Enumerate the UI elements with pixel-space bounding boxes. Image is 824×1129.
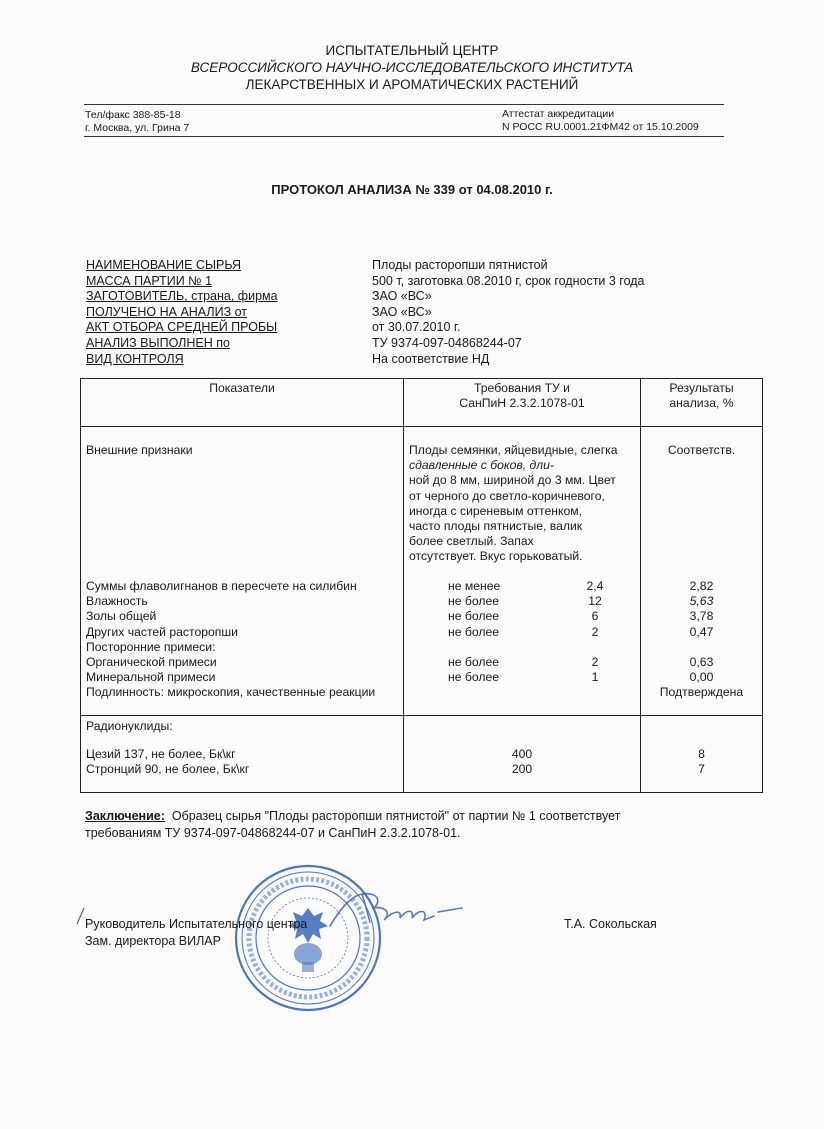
contact-phone: Тел/факс 388-85-18 xyxy=(85,109,181,121)
radionuclide-name: Цезий 137, не более, Бк\кг xyxy=(86,747,236,761)
requirement-limit: 2,4 xyxy=(586,579,604,593)
analysis-result xyxy=(641,640,762,655)
radionuclide-results xyxy=(641,747,762,777)
requirement-limit: 6 xyxy=(591,609,599,624)
handwritten-signature xyxy=(322,886,472,936)
table-border-right xyxy=(762,378,763,793)
col-header-requirements-line1: Требования ТУ и xyxy=(474,381,570,395)
table-border-top xyxy=(80,378,763,379)
analysis-result: 0,00 xyxy=(689,670,714,685)
indicator-name: Минеральной примеси xyxy=(86,670,216,685)
col-header-results-line1: Результаты xyxy=(669,381,734,395)
requirement-condition: не более xyxy=(448,594,500,609)
signatory-position-2: Зам. директора ВИЛАР xyxy=(85,934,221,948)
meta-value: ЗАО «ВС» xyxy=(372,304,432,319)
meta-value: от 30.07.2010 г. xyxy=(372,320,461,335)
description-line: Плоды семянки, яйцевидные, слегка xyxy=(409,443,618,457)
col-header-requirements-line2: СанПиН 2.3.2.1078-01 xyxy=(459,396,585,410)
table-col-divider-1 xyxy=(403,378,404,793)
radionuclide-result: 7 xyxy=(698,762,705,777)
conclusion-label: Заключение: xyxy=(85,809,165,823)
requirement-limit xyxy=(575,640,615,655)
institute-line-1: ИСПЫТАТЕЛЬНЫЙ ЦЕНТР xyxy=(325,43,499,58)
signatory-name: Т.А. Сокольская xyxy=(564,917,657,931)
header-rule-top xyxy=(84,104,724,105)
description-line: ной до 8 мм, шириной до 3 мм. Цвет xyxy=(409,473,616,488)
description-line: более светлый. Запах xyxy=(409,534,534,549)
radionuclide-limit: 200 xyxy=(511,762,533,777)
meta-labels xyxy=(86,258,278,367)
meta-label: АКТ ОТБОРА СРЕДНЕЙ ПРОБЫ xyxy=(86,320,278,335)
description-line: часто плоды пятнистые, валик xyxy=(409,519,583,534)
col-header-results-line2: анализа, % xyxy=(669,396,734,410)
col-header-requirements xyxy=(404,381,640,411)
analysis-result: 5,63 xyxy=(689,594,714,609)
meta-value: ЗАО «ВС» xyxy=(372,289,432,304)
indicator-name: Золы общей xyxy=(86,609,157,624)
analysis-results xyxy=(641,579,762,701)
indicator-name: Других частей расторопши xyxy=(86,624,238,639)
description-line: иногда с сиреневым оттенком, xyxy=(409,503,582,518)
radionuclide-names xyxy=(86,747,249,777)
meta-label: МАССА ПАРТИИ № 1 xyxy=(86,273,213,288)
requirement-limit: 2 xyxy=(591,624,599,639)
protocol-title: ПРОТОКОЛ АНАЛИЗА № 339 от 04.08.2010 г. xyxy=(271,182,553,197)
signatory-position-1: Руководитель Испытательного центра xyxy=(85,917,308,931)
indicator-names xyxy=(86,579,375,701)
meta-value: ТУ 9374-097-04868244-07 xyxy=(372,335,522,350)
indicator-name: Подлинность: микроскопия, качественные реакции xyxy=(86,685,376,700)
analysis-result: 0,63 xyxy=(689,655,714,669)
external-signs-result: Соответств. xyxy=(667,443,736,457)
analysis-result: 0,47 xyxy=(689,624,714,639)
indicator-name: Органической примеси xyxy=(86,655,217,670)
meta-value: На соответствие НД xyxy=(372,351,490,366)
requirement-limit: 12 xyxy=(588,594,602,609)
meta-label: ВИД КОНТРОЛЯ xyxy=(86,351,184,366)
requirement-limits xyxy=(575,579,615,685)
table-header-divider xyxy=(80,426,763,427)
analysis-result: 2,82 xyxy=(689,579,714,593)
meta-label: ПОЛУЧЕНО НА АНАЛИЗ от xyxy=(86,304,248,319)
meta-value: Плоды расторопши пятнистой xyxy=(372,258,548,272)
requirement-condition: не более xyxy=(448,655,500,669)
meta-label: ЗАГОТОВИТЕЛЬ, страна, фирма xyxy=(86,289,278,304)
table-border-bottom xyxy=(80,792,763,793)
meta-label: НАИМЕНОВАНИЕ СЫРЬЯ xyxy=(86,258,242,272)
requirement-limit: 2 xyxy=(591,655,599,669)
description-line: от черного до светло-коричневого, xyxy=(409,488,605,503)
col-header-results xyxy=(641,381,762,411)
requirement-condition: не более xyxy=(448,624,500,639)
radionuclide-limits xyxy=(404,747,640,777)
accreditation-number: N РОСС RU.0001.21ФМ42 от 15.10.2009 xyxy=(502,121,699,133)
meta-label: АНАЛИЗ ВЫПОЛНЕН по xyxy=(86,335,230,350)
radionuclide-limit: 400 xyxy=(511,747,533,761)
table-border-left xyxy=(80,378,81,793)
external-signs-name: Внешние признаки xyxy=(86,443,193,457)
header-rule-bottom xyxy=(84,136,724,137)
conclusion-text-2: требованиям ТУ 9374-097-04868244-07 и СанПиН 2.3.2.1078-01. xyxy=(85,826,461,840)
requirement-conditions xyxy=(448,579,500,685)
description-line: отсутствует. Вкус горьковатый. xyxy=(409,549,583,564)
conclusion xyxy=(85,808,620,842)
requirement-condition xyxy=(448,640,500,655)
requirement-condition: не более xyxy=(448,670,500,685)
table-radio-divider xyxy=(80,715,763,716)
meta-value: 500 т, заготовка 08.2010 г, срок годности 3 года xyxy=(372,273,645,288)
analysis-result: Подтверждена xyxy=(659,685,744,700)
contact-address: г. Москва, ул. Грина 7 xyxy=(85,122,190,134)
indicator-name: Посторонние примеси: xyxy=(86,639,216,654)
conclusion-text-1: Образец сырья "Плоды расторопши пятнистой" от партии № 1 соответствует xyxy=(171,809,621,823)
radionuclide-name: Стронций 90, не более, Бк\кг xyxy=(86,762,250,777)
analysis-result: 3,78 xyxy=(689,609,714,624)
institute-line-2: ВСЕРОССИЙСКОГО НАУЧНО-ИССЛЕДОВАТЕЛЬСКОГО ИНСТИТУТА xyxy=(190,60,634,75)
radionuclide-result: 8 xyxy=(698,747,705,761)
official-seal-stamp xyxy=(232,862,384,1014)
description-line: сдавленные с боков, дли- xyxy=(409,458,554,473)
accreditation-label: Аттестат аккредитации xyxy=(502,108,615,120)
meta-values xyxy=(372,258,645,367)
radionuclides-heading: Радионуклиды: xyxy=(86,719,173,733)
indicator-name: Суммы флаволигнанов в пересчете на силибин xyxy=(86,579,357,593)
col-header-indicators: Показатели xyxy=(209,381,275,395)
requirement-condition: не менее xyxy=(448,579,501,593)
institute-line-3: ЛЕКАРСТВЕННЫХ И АРОМАТИЧЕСКИХ РАСТЕНИЙ xyxy=(245,77,579,92)
indicator-name: Влажность xyxy=(86,594,148,609)
requirement-limit: 1 xyxy=(591,670,599,685)
external-signs-description xyxy=(409,443,618,565)
requirement-condition: не более xyxy=(448,609,500,624)
